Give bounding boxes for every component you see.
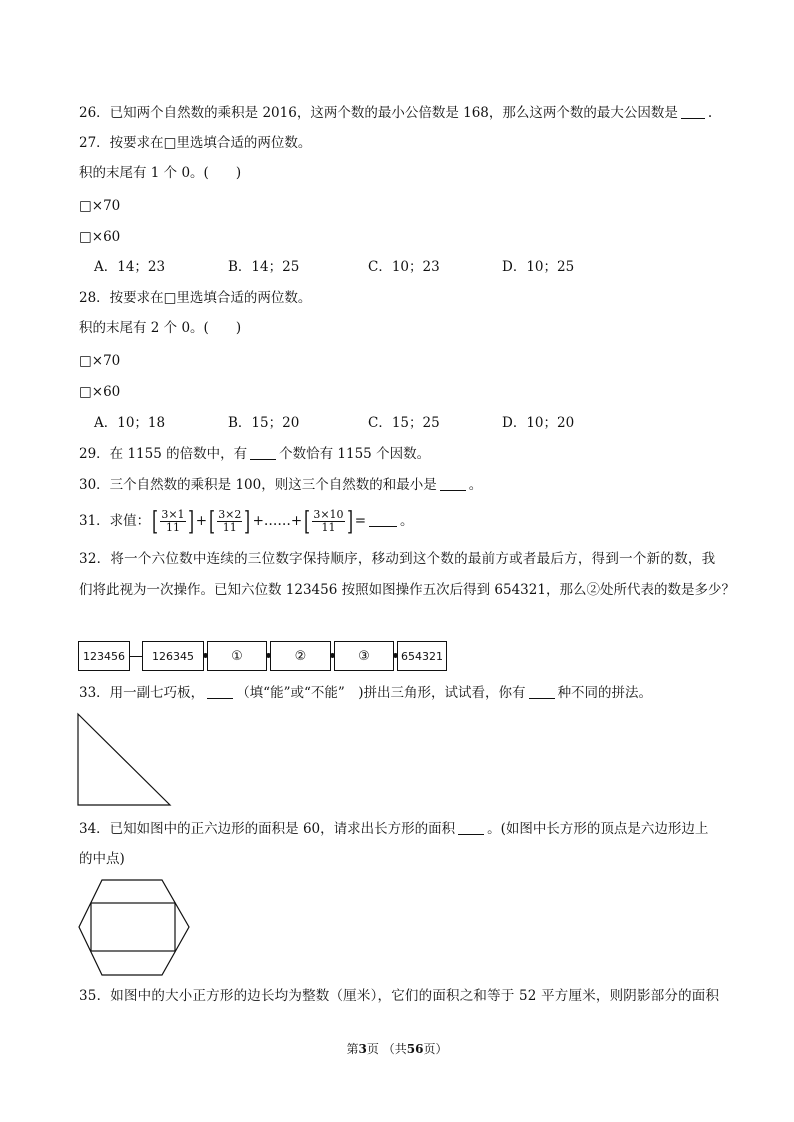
- q32-line-1: 32．将一个六位数中连续的三位数字保持顺序，移动到这个数的最前方或者最后方，得到一个新的数，我: [79, 551, 716, 567]
- q26-line: [79, 104, 712, 122]
- q32-box-circle3: ③: [334, 641, 394, 671]
- q27-option-d[interactable]: D．10；25: [502, 259, 575, 275]
- q31-label: 31．求值：: [79, 513, 151, 529]
- page-footer: 第3页 （共56页）: [346, 1042, 448, 1056]
- q34-text: 34．已知如图中的正六边形的面积是 60，请求出长方形的面积: [79, 821, 456, 837]
- right-triangle-shape: [78, 714, 170, 805]
- q31-answer-blank[interactable]: [369, 514, 397, 527]
- q33-text: 33．用一副七巧板，: [79, 685, 205, 701]
- q27-expr1: □×70: [79, 198, 121, 214]
- q34-answer-blank[interactable]: [458, 822, 484, 835]
- q27-expr2: □×60: [79, 229, 121, 245]
- q31-line: 31．求值：[ $\frac{3\times 1}{11}$ ] +[ $\frac{3\times 2}{11}$ ] +……+[ $\frac{3\times 10}{11}$ ] = 。: [79, 506, 414, 537]
- q33-text-mid: （填“能”或“不能” )拼出三角形，试试看，你有: [236, 685, 526, 701]
- q26-text: 26．已知两个自然数的乘积是 2016，这两个数的最小公倍数是 168，那么这两个数的最大公因数是: [79, 105, 678, 121]
- q32-box-circle1: ①: [207, 641, 267, 671]
- q33-answer-blank-2[interactable]: [529, 686, 555, 699]
- q26-end: .: [707, 105, 713, 121]
- q30-line: [79, 476, 482, 494]
- q33-line: [79, 684, 652, 702]
- q35-line-1: 35．如图中的大小正方形的边长均为整数（厘米），它们的面积之和等于 52 平方厘米，则阴影部分的面积: [79, 988, 720, 1004]
- q28-expr2: □×60: [79, 384, 121, 400]
- q31-end: 。: [400, 513, 414, 529]
- q34-hexagon-figure: [76, 878, 192, 978]
- q31-fraction-3: $\frac{3\times 10}{11}$: [313, 508, 344, 534]
- q28-condition: 积的末尾有 2 个 0。( ): [79, 320, 242, 336]
- q34-text-tail: 。(如图中长方形的顶点是六边形边上: [487, 821, 709, 837]
- q28-expr1: □×70: [79, 353, 121, 369]
- current-page-number: 3: [358, 1042, 367, 1056]
- hexagon-shape: [79, 880, 189, 975]
- q31-fraction-1: $\frac{3\times 1}{11}$: [161, 508, 185, 534]
- q29-text: 29．在 1155 的倍数中，有: [79, 446, 248, 462]
- q32-box-step1: 126345: [142, 641, 204, 671]
- q27-stem: 27．按要求在□里选填合适的两位数。: [79, 135, 312, 151]
- q33-triangle-figure: [76, 712, 176, 808]
- q27-options: [94, 258, 694, 276]
- inner-rectangle-shape: [91, 903, 175, 951]
- q33-answer-blank-1[interactable]: [207, 686, 233, 699]
- q27-option-a[interactable]: A．14；23: [94, 259, 166, 275]
- q30-end: 。: [468, 477, 483, 493]
- q31-fraction-2: $\frac{3\times 2}{11}$: [218, 508, 242, 534]
- q32-connector: [130, 656, 142, 657]
- q31-ellipsis: +……+: [252, 513, 303, 529]
- q34-line-1: [79, 820, 708, 838]
- q31-equals: =: [354, 513, 367, 529]
- q29-line: [79, 445, 430, 463]
- q28-stem: 28．按要求在□里选填合适的两位数。: [79, 290, 312, 306]
- q27-option-c[interactable]: C．10；23: [368, 259, 440, 275]
- q30-answer-blank[interactable]: [440, 478, 466, 491]
- q27-option-b[interactable]: B．14；25: [228, 259, 300, 275]
- q29-end: 个数恰有 1155 个因数。: [279, 446, 431, 462]
- q28-options: [94, 414, 694, 432]
- q32-line-2: 们将此视为一次操作。已知六位数 123456 按照如图操作五次后得到 654321，那么②处所代表的数是多少？: [79, 582, 735, 598]
- q32-box-end: 654321: [397, 641, 447, 671]
- q30-text: 30．三个自然数的乘积是 100，则这三个自然数的和最小是: [79, 477, 437, 493]
- q32-box-circle2: ②: [270, 641, 331, 671]
- q32-box-start: 123456: [78, 641, 130, 671]
- q28-option-d[interactable]: D．10；20: [502, 415, 575, 431]
- q34-line-2: 的中点): [79, 851, 125, 867]
- q26-answer-blank[interactable]: [681, 106, 705, 119]
- q31-plus: +: [195, 513, 208, 529]
- total-pages: 56: [406, 1042, 424, 1056]
- q28-option-b[interactable]: B．15；20: [228, 415, 300, 431]
- q27-condition: 积的末尾有 1 个 0。( ): [79, 165, 242, 181]
- q29-answer-blank[interactable]: [250, 447, 276, 460]
- q33-end: 种不同的拼法。: [557, 685, 653, 701]
- q32-operation-diagram: [78, 641, 448, 671]
- q28-option-c[interactable]: C．15；25: [368, 415, 440, 431]
- q28-option-a[interactable]: A．10；18: [94, 415, 166, 431]
